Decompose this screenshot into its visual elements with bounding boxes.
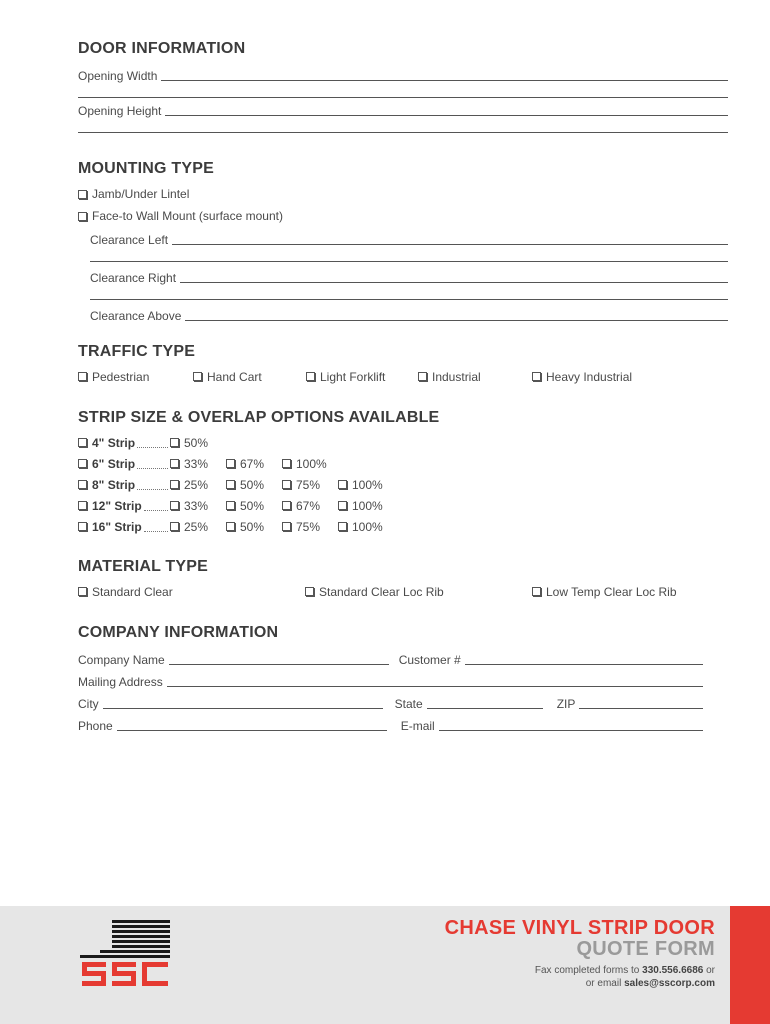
face-to-wall-mount-checkbox[interactable]: Face-to Wall Mount (surface mount) [78, 209, 283, 223]
clearance-left-field-extra[interactable] [90, 247, 728, 262]
clearance-above-label: Clearance Above [90, 309, 182, 323]
overlap-option-checkbox[interactable]: 100% [282, 457, 338, 471]
footer-title-line1: CHASE VINYL STRIP DOOR [444, 917, 715, 939]
overlap-option-checkbox[interactable]: 75% [282, 478, 338, 492]
strip-size-label: 6" Strip [92, 456, 136, 471]
checkbox-icon [282, 501, 291, 510]
overlap-option-checkbox[interactable]: 25% [170, 478, 226, 492]
overlap-option-checkbox[interactable]: 67% [282, 499, 338, 513]
checkbox-icon [282, 480, 291, 489]
zip-label: ZIP [556, 697, 576, 711]
overlap-option-checkbox[interactable]: 50% [226, 520, 282, 534]
footer-accent-bar [730, 906, 770, 1024]
checkbox-icon [170, 501, 179, 510]
checkbox-icon [78, 480, 87, 489]
fax-number: 330.556.6686 [642, 965, 704, 976]
checkbox-icon [306, 372, 315, 381]
strip-size-section [78, 409, 728, 537]
strip-size-checkbox[interactable] [78, 499, 170, 513]
checkbox-icon [78, 372, 87, 381]
mailing-address-field[interactable] [167, 674, 703, 687]
checkbox-icon [170, 438, 179, 447]
email-label: E-mail [400, 719, 435, 733]
phone-field[interactable] [117, 718, 387, 731]
overlap-option-checkbox[interactable]: 67% [226, 457, 282, 471]
overlap-option-checkbox[interactable]: 33% [170, 457, 226, 471]
mailing-address-label: Mailing Address [78, 675, 163, 689]
checkbox-icon [170, 522, 179, 531]
company-name-field[interactable] [169, 652, 389, 665]
opening-height-field[interactable] [165, 103, 728, 116]
door-information-section [78, 40, 728, 133]
opening-height-field-extra[interactable] [78, 118, 728, 133]
email-field[interactable] [439, 718, 703, 731]
traffic-type-heading: TRAFFIC TYPE [78, 343, 196, 360]
checkbox-icon [338, 501, 347, 510]
checkbox-icon [282, 522, 291, 531]
city-label: City [78, 697, 99, 711]
checkbox-icon [305, 587, 314, 596]
checkbox-icon [532, 372, 541, 381]
strip-size-heading: STRIP SIZE & OVERLAP OPTIONS AVAILABLE [78, 409, 440, 426]
checkbox-icon [78, 438, 87, 447]
mounting-type-section [78, 160, 728, 323]
clearance-left-field[interactable] [172, 232, 728, 245]
state-label: State [394, 697, 423, 711]
standard-clear-loc-rib-checkbox[interactable]: Standard Clear Loc Rib [305, 585, 532, 599]
material-type-heading: MATERIAL TYPE [78, 558, 209, 575]
opening-height-row [78, 98, 728, 118]
customer-number-label: Customer # [398, 653, 461, 667]
dot-leader [137, 458, 168, 469]
company-information-heading: COMPANY INFORMATION [78, 624, 279, 641]
clearance-right-label: Clearance Right [90, 271, 177, 285]
overlap-option-checkbox[interactable]: 33% [170, 499, 226, 513]
checkbox-icon [78, 212, 87, 221]
checkbox-icon [170, 480, 179, 489]
strip-size-row [78, 516, 728, 537]
footer-title [445, 918, 715, 960]
overlap-option-checkbox[interactable]: 50% [226, 478, 282, 492]
opening-width-field[interactable] [161, 68, 728, 81]
checkbox-icon [193, 372, 202, 381]
checkbox-icon [78, 501, 87, 510]
clearance-right-field-extra[interactable] [90, 285, 728, 300]
checkbox-icon [338, 522, 347, 531]
checkbox-icon [418, 372, 427, 381]
strip-size-checkbox[interactable] [78, 457, 170, 471]
company-name-label: Company Name [78, 653, 165, 667]
dot-leader [137, 479, 168, 490]
dot-leader [144, 500, 168, 511]
overlap-option-checkbox[interactable]: 50% [226, 499, 282, 513]
strip-size-row [78, 474, 728, 495]
strip-size-row [78, 432, 728, 453]
checkbox-icon [78, 459, 87, 468]
overlap-option-checkbox[interactable]: 75% [282, 520, 338, 534]
light-forklift-checkbox[interactable]: Light Forklift [306, 370, 418, 384]
clearance-above-field[interactable] [185, 308, 728, 321]
checkbox-icon [226, 522, 235, 531]
company-information-section [78, 624, 703, 733]
clearance-right-field[interactable] [180, 270, 728, 283]
phone-label: Phone [78, 719, 113, 733]
jamb-under-lintel-checkbox[interactable]: Jamb/Under Lintel [78, 187, 189, 201]
strip-size-label: 8" Strip [92, 477, 136, 492]
zip-field[interactable] [579, 696, 703, 709]
strip-size-checkbox[interactable] [78, 520, 170, 534]
email-link[interactable]: sales@sscorp.com [624, 978, 715, 989]
footer-note: Fax completed forms to 330.556.6686 or or email sales@sscorp.com [534, 965, 715, 989]
heavy-industrial-checkbox[interactable]: Heavy Industrial [532, 370, 632, 384]
overlap-option-checkbox[interactable]: 100% [338, 478, 394, 492]
checkbox-icon [78, 190, 87, 199]
dot-leader [137, 437, 168, 448]
low-temp-clear-loc-rib-checkbox[interactable]: Low Temp Clear Loc Rib [532, 585, 677, 599]
clearance-left-label: Clearance Left [90, 233, 169, 247]
customer-number-field[interactable] [465, 652, 703, 665]
overlap-option-checkbox[interactable]: 50% [170, 436, 226, 450]
pedestrian-checkbox[interactable]: Pedestrian [78, 370, 193, 384]
strip-size-label: 4" Strip [92, 435, 136, 450]
traffic-type-section [78, 343, 728, 387]
city-field[interactable] [103, 696, 383, 709]
overlap-option-checkbox[interactable]: 25% [170, 520, 226, 534]
ssc-logo [80, 920, 172, 990]
strip-size-label: 12" Strip [92, 498, 142, 513]
opening-width-field-extra[interactable] [78, 83, 728, 98]
opening-width-row [78, 63, 728, 83]
checkbox-icon [78, 587, 87, 596]
industrial-checkbox[interactable]: Industrial [418, 370, 532, 384]
footer-title-line2: QUOTE FORM [576, 938, 715, 960]
checkbox-icon [226, 459, 235, 468]
strip-size-row [78, 495, 728, 516]
strip-size-label: 16" Strip [92, 519, 142, 534]
checkbox-icon [78, 522, 87, 531]
checkbox-icon [170, 459, 179, 468]
footer [0, 906, 770, 1024]
strip-size-row [78, 453, 728, 474]
standard-clear-checkbox[interactable]: Standard Clear [78, 585, 305, 599]
dot-leader [144, 521, 168, 532]
strip-size-rows [78, 432, 728, 537]
strip-size-checkbox[interactable] [78, 478, 170, 492]
material-type-section [78, 558, 728, 602]
hand-cart-checkbox[interactable]: Hand Cart [193, 370, 306, 384]
state-field[interactable] [427, 696, 543, 709]
checkbox-icon [226, 501, 235, 510]
checkbox-icon [282, 459, 291, 468]
overlap-option-checkbox[interactable]: 100% [338, 520, 394, 534]
door-information-heading: DOOR INFORMATION [78, 40, 246, 57]
checkbox-icon [338, 480, 347, 489]
mounting-type-heading: MOUNTING TYPE [78, 160, 214, 177]
strip-size-checkbox[interactable] [78, 436, 170, 450]
opening-width-label: Opening Width [78, 69, 158, 83]
overlap-option-checkbox[interactable]: 100% [338, 499, 394, 513]
checkbox-icon [532, 587, 541, 596]
opening-height-label: Opening Height [78, 104, 162, 118]
checkbox-icon [226, 480, 235, 489]
